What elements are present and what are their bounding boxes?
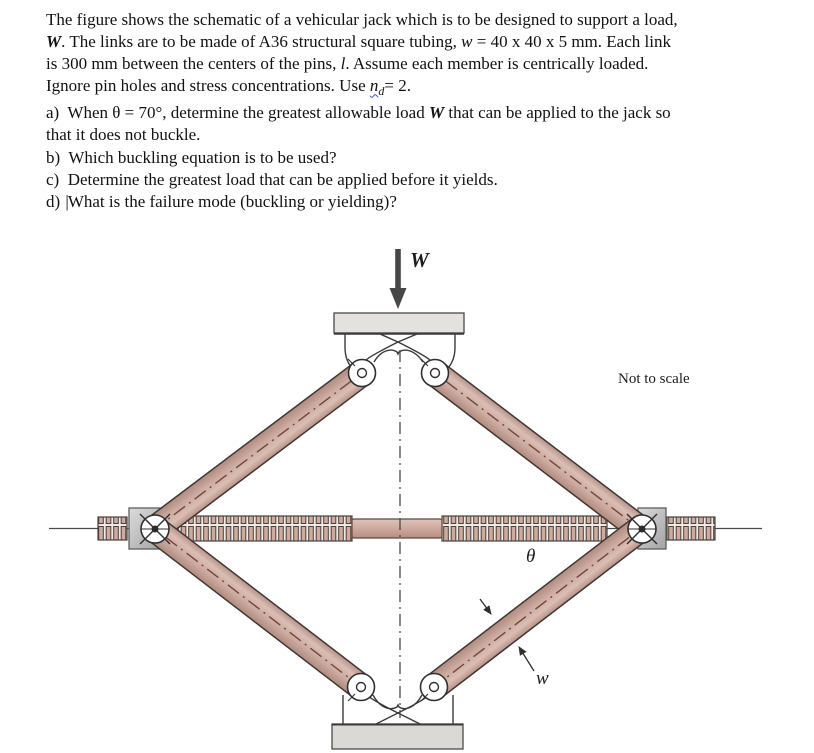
screw-center-rod — [352, 519, 442, 538]
text-segment: The figure shows the schematic of a vehicular jack which is to be designed to support a load, — [46, 10, 678, 29]
bottom-pin-right — [421, 674, 448, 702]
text-segment: = 2. — [384, 76, 411, 96]
text-segment: that can be applied to the jack so — [444, 103, 671, 123]
screw-thread-left-stub — [98, 517, 127, 540]
load-symbol: W — [46, 32, 62, 52]
screw-thread-right-stub — [667, 517, 715, 540]
link-length-symbol: l — [340, 54, 346, 74]
load-symbol: W — [428, 103, 445, 123]
top-pin-left — [348, 359, 376, 387]
width-arrow-lower — [519, 647, 534, 671]
text-segment: n — [369, 76, 379, 96]
text-segment: . Assume each member is centrically loaded. — [345, 54, 649, 74]
nut-pin-right — [627, 514, 657, 544]
width-label: w — [536, 668, 549, 689]
text-segment: a) When θ = 70°, determine the greatest allowable load — [46, 103, 429, 123]
text-segment: that it does not buckle. — [46, 125, 201, 145]
load-arrow — [390, 249, 407, 309]
subscript: d — [378, 84, 385, 99]
text-segment: What is the failure mode (buckling or yielding)? — [67, 191, 397, 211]
nut-pin-left — [140, 514, 170, 544]
text-segment: c) Determine the greatest load that can be applied before it yields. — [46, 169, 498, 189]
text-segment: Ignore pin holes and stress concentrations. Use — [46, 76, 370, 96]
text-segment: b) Which buckling equation is to be used? — [46, 147, 337, 167]
bottom-pin-left — [348, 674, 375, 702]
text-segment: . The links are to be made of A36 structural square tubing, — [61, 32, 462, 52]
screw-thread-left — [167, 516, 352, 541]
top-plate — [334, 313, 464, 334]
load-label: W — [410, 248, 429, 272]
tubing-width-symbol: w — [461, 32, 473, 52]
text-cursor: | — [65, 191, 68, 211]
width-arrow-upper — [480, 599, 491, 614]
screw-thread-right — [442, 516, 607, 541]
angle-label: θ — [526, 546, 536, 567]
not-to-scale-label: Not to scale — [618, 371, 690, 387]
bottom-plate — [332, 724, 463, 749]
text-segment: = 40 x 40 x 5 mm. Each link — [472, 32, 671, 52]
text-segment: d) — [46, 191, 65, 211]
text-segment: is 300 mm between the centers of the pins, — [46, 54, 341, 74]
top-pin-right — [421, 359, 449, 387]
